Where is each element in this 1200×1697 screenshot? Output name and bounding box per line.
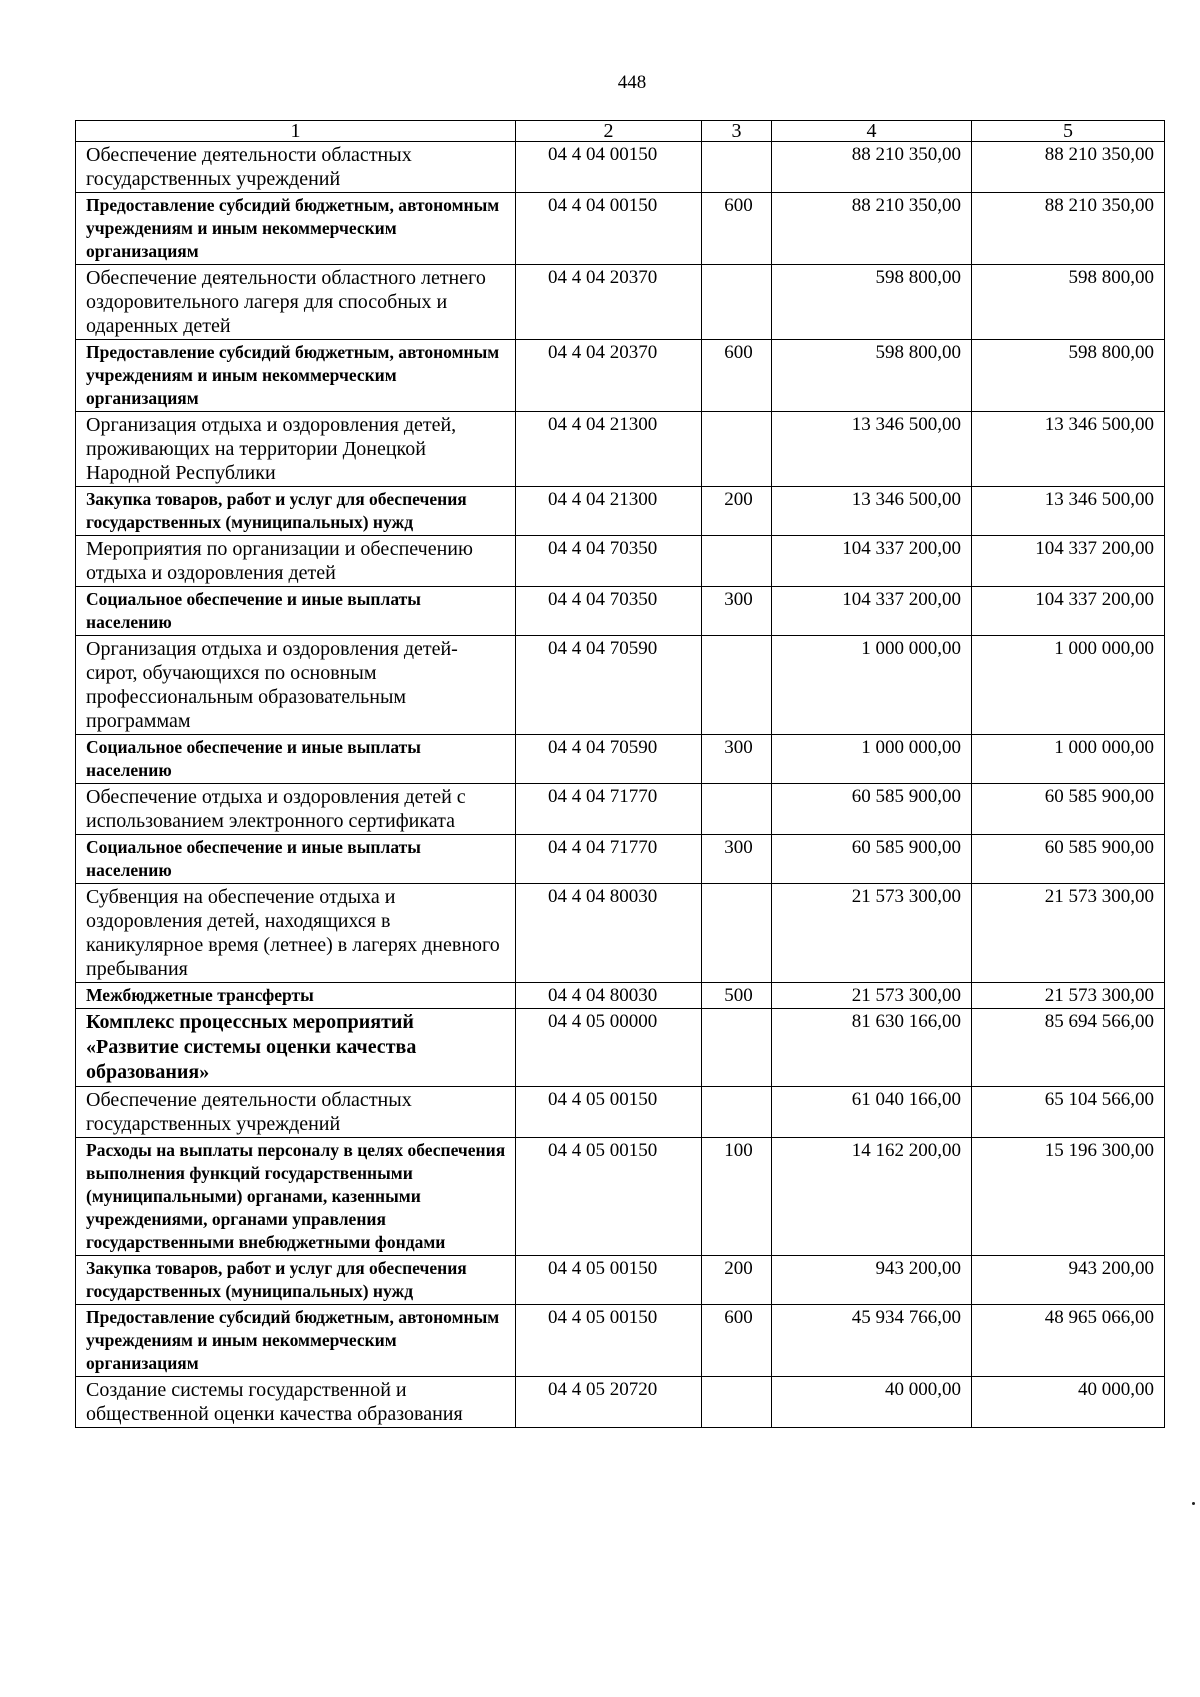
row-name-cell: Межбюджетные трансферты bbox=[76, 983, 516, 1009]
row-expense-type-cell: 100 bbox=[702, 1138, 772, 1256]
row-amount-year2-cell: 15 196 300,00 bbox=[972, 1138, 1165, 1256]
row-amount-year1-cell: 40 000,00 bbox=[772, 1377, 972, 1428]
row-amount-year1-cell: 14 162 200,00 bbox=[772, 1138, 972, 1256]
table-header-row bbox=[76, 121, 1165, 142]
column-header-3: 3 bbox=[702, 121, 772, 142]
row-name-cell: Социальное обеспечение и иные выплаты населению bbox=[76, 835, 516, 884]
row-amount-year2-cell: 88 210 350,00 bbox=[972, 142, 1165, 193]
page-number: 448 bbox=[617, 72, 647, 93]
column-header-4: 4 bbox=[772, 121, 972, 142]
row-code-cell: 04 4 05 00150 bbox=[516, 1138, 702, 1256]
row-amount-year2-cell: 598 800,00 bbox=[972, 340, 1165, 412]
row-code-cell: 04 4 04 70350 bbox=[516, 536, 702, 587]
row-expense-type-cell: 600 bbox=[702, 1305, 772, 1377]
row-name-cell: Закупка товаров, работ и услуг для обеспечения государственных (муниципальных) нужд bbox=[76, 1256, 516, 1305]
table-row bbox=[76, 142, 1165, 193]
row-amount-year1-cell: 61 040 166,00 bbox=[772, 1087, 972, 1138]
row-expense-type-cell bbox=[702, 265, 772, 340]
table-body bbox=[76, 142, 1165, 1428]
row-code-cell: 04 4 04 00150 bbox=[516, 193, 702, 265]
table-row bbox=[76, 1377, 1165, 1428]
budget-table bbox=[75, 120, 1165, 1428]
row-expense-type-cell: 300 bbox=[702, 587, 772, 636]
row-amount-year1-cell: 60 585 900,00 bbox=[772, 784, 972, 835]
table-row bbox=[76, 536, 1165, 587]
row-code-cell: 04 4 04 20370 bbox=[516, 340, 702, 412]
row-amount-year2-cell: 40 000,00 bbox=[972, 1377, 1165, 1428]
row-amount-year2-cell: 1 000 000,00 bbox=[972, 735, 1165, 784]
row-amount-year2-cell: 60 585 900,00 bbox=[972, 784, 1165, 835]
row-amount-year1-cell: 1 000 000,00 bbox=[772, 636, 972, 735]
row-amount-year1-cell: 943 200,00 bbox=[772, 1256, 972, 1305]
table-row bbox=[76, 265, 1165, 340]
table-row bbox=[76, 193, 1165, 265]
row-name-cell: Обеспечение деятельности областного летнего оздоровительного лагеря для способных и одаренных детей bbox=[76, 265, 516, 340]
row-amount-year1-cell: 104 337 200,00 bbox=[772, 587, 972, 636]
table-row bbox=[76, 735, 1165, 784]
row-code-cell: 04 4 04 71770 bbox=[516, 835, 702, 884]
row-amount-year1-cell: 598 800,00 bbox=[772, 265, 972, 340]
table-row bbox=[76, 487, 1165, 536]
table-row bbox=[76, 636, 1165, 735]
row-expense-type-cell: 600 bbox=[702, 193, 772, 265]
row-amount-year1-cell: 88 210 350,00 bbox=[772, 193, 972, 265]
column-header-1: 1 bbox=[76, 121, 516, 142]
row-code-cell: 04 4 05 00000 bbox=[516, 1009, 702, 1087]
row-name-cell: Социальное обеспечение и иные выплаты населению bbox=[76, 735, 516, 784]
row-amount-year2-cell: 1 000 000,00 bbox=[972, 636, 1165, 735]
row-name-cell: Создание системы государственной и общественной оценки качества образования bbox=[76, 1377, 516, 1428]
row-amount-year2-cell: 598 800,00 bbox=[972, 265, 1165, 340]
scan-speck bbox=[1192, 1502, 1195, 1505]
row-name-cell: Мероприятия по организации и обеспечению отдыха и оздоровления детей bbox=[76, 536, 516, 587]
row-code-cell: 04 4 04 00150 bbox=[516, 142, 702, 193]
row-amount-year1-cell: 21 573 300,00 bbox=[772, 983, 972, 1009]
table-row bbox=[76, 983, 1165, 1009]
table-row bbox=[76, 1138, 1165, 1256]
row-amount-year2-cell: 943 200,00 bbox=[972, 1256, 1165, 1305]
row-amount-year1-cell: 81 630 166,00 bbox=[772, 1009, 972, 1087]
row-expense-type-cell bbox=[702, 884, 772, 983]
row-code-cell: 04 4 05 00150 bbox=[516, 1305, 702, 1377]
row-code-cell: 04 4 04 21300 bbox=[516, 412, 702, 487]
table-row bbox=[76, 1009, 1165, 1087]
row-code-cell: 04 4 04 70350 bbox=[516, 587, 702, 636]
row-expense-type-cell bbox=[702, 1009, 772, 1087]
row-amount-year1-cell: 13 346 500,00 bbox=[772, 487, 972, 536]
row-code-cell: 04 4 04 80030 bbox=[516, 983, 702, 1009]
row-name-cell: Комплекс процессных мероприятий «Развитие системы оценки качества образования» bbox=[76, 1009, 516, 1087]
row-amount-year1-cell: 21 573 300,00 bbox=[772, 884, 972, 983]
row-name-cell: Обеспечение отдыха и оздоровления детей с использованием электронного сертификата bbox=[76, 784, 516, 835]
row-expense-type-cell bbox=[702, 784, 772, 835]
table-row bbox=[76, 1256, 1165, 1305]
row-expense-type-cell bbox=[702, 142, 772, 193]
row-name-cell: Организация отдыха и оздоровления детей-сирот, обучающихся по основным профессиональным образовательным программам bbox=[76, 636, 516, 735]
row-name-cell: Обеспечение деятельности областных государственных учреждений bbox=[76, 1087, 516, 1138]
row-amount-year2-cell: 13 346 500,00 bbox=[972, 412, 1165, 487]
row-name-cell: Предоставление субсидий бюджетным, автономным учреждениям и иным некоммерческим организациям bbox=[76, 193, 516, 265]
table-row bbox=[76, 1087, 1165, 1138]
row-code-cell: 04 4 04 20370 bbox=[516, 265, 702, 340]
row-expense-type-cell: 200 bbox=[702, 487, 772, 536]
column-header-2: 2 bbox=[516, 121, 702, 142]
row-name-cell: Обеспечение деятельности областных государственных учреждений bbox=[76, 142, 516, 193]
row-amount-year2-cell: 13 346 500,00 bbox=[972, 487, 1165, 536]
row-code-cell: 04 4 05 00150 bbox=[516, 1256, 702, 1305]
row-amount-year1-cell: 13 346 500,00 bbox=[772, 412, 972, 487]
row-expense-type-cell bbox=[702, 536, 772, 587]
row-amount-year1-cell: 60 585 900,00 bbox=[772, 835, 972, 884]
table-row bbox=[76, 587, 1165, 636]
row-code-cell: 04 4 04 70590 bbox=[516, 735, 702, 784]
row-code-cell: 04 4 04 21300 bbox=[516, 487, 702, 536]
row-name-cell: Субвенция на обеспечение отдыха и оздоровления детей, находящихся в каникулярное время (летнее) в лагерях дневного пребывания bbox=[76, 884, 516, 983]
row-amount-year2-cell: 60 585 900,00 bbox=[972, 835, 1165, 884]
row-expense-type-cell bbox=[702, 1377, 772, 1428]
row-amount-year2-cell: 65 104 566,00 bbox=[972, 1087, 1165, 1138]
row-amount-year2-cell: 88 210 350,00 bbox=[972, 193, 1165, 265]
table-row bbox=[76, 784, 1165, 835]
row-code-cell: 04 4 04 70590 bbox=[516, 636, 702, 735]
row-name-cell: Организация отдыха и оздоровления детей, проживающих на территории Донецкой Народной Республики bbox=[76, 412, 516, 487]
table-row bbox=[76, 1305, 1165, 1377]
table-row bbox=[76, 835, 1165, 884]
column-header-5: 5 bbox=[972, 121, 1165, 142]
row-expense-type-cell: 300 bbox=[702, 835, 772, 884]
table-row bbox=[76, 340, 1165, 412]
row-amount-year2-cell: 85 694 566,00 bbox=[972, 1009, 1165, 1087]
row-amount-year2-cell: 21 573 300,00 bbox=[972, 884, 1165, 983]
row-name-cell: Предоставление субсидий бюджетным, автономным учреждениям и иным некоммерческим организациям bbox=[76, 340, 516, 412]
row-amount-year1-cell: 1 000 000,00 bbox=[772, 735, 972, 784]
row-name-cell: Закупка товаров, работ и услуг для обеспечения государственных (муниципальных) нужд bbox=[76, 487, 516, 536]
table-row bbox=[76, 412, 1165, 487]
row-name-cell: Расходы на выплаты персоналу в целях обеспечения выполнения функций государственными (муниципальными) органами, казенными учреждениями, органами управления государственными внебюджетными фондами bbox=[76, 1138, 516, 1256]
row-expense-type-cell: 600 bbox=[702, 340, 772, 412]
row-expense-type-cell: 200 bbox=[702, 1256, 772, 1305]
row-code-cell: 04 4 04 80030 bbox=[516, 884, 702, 983]
row-amount-year2-cell: 21 573 300,00 bbox=[972, 983, 1165, 1009]
table-row bbox=[76, 884, 1165, 983]
row-expense-type-cell: 300 bbox=[702, 735, 772, 784]
row-code-cell: 04 4 05 20720 bbox=[516, 1377, 702, 1428]
row-expense-type-cell bbox=[702, 412, 772, 487]
row-amount-year2-cell: 48 965 066,00 bbox=[972, 1305, 1165, 1377]
row-name-cell: Предоставление субсидий бюджетным, автономным учреждениям и иным некоммерческим организациям bbox=[76, 1305, 516, 1377]
row-amount-year1-cell: 88 210 350,00 bbox=[772, 142, 972, 193]
row-name-cell: Социальное обеспечение и иные выплаты населению bbox=[76, 587, 516, 636]
row-amount-year1-cell: 598 800,00 bbox=[772, 340, 972, 412]
row-code-cell: 04 4 05 00150 bbox=[516, 1087, 702, 1138]
row-expense-type-cell bbox=[702, 1087, 772, 1138]
row-expense-type-cell: 500 bbox=[702, 983, 772, 1009]
row-amount-year1-cell: 104 337 200,00 bbox=[772, 536, 972, 587]
row-amount-year2-cell: 104 337 200,00 bbox=[972, 587, 1165, 636]
row-code-cell: 04 4 04 71770 bbox=[516, 784, 702, 835]
row-amount-year1-cell: 45 934 766,00 bbox=[772, 1305, 972, 1377]
row-amount-year2-cell: 104 337 200,00 bbox=[972, 536, 1165, 587]
row-expense-type-cell bbox=[702, 636, 772, 735]
